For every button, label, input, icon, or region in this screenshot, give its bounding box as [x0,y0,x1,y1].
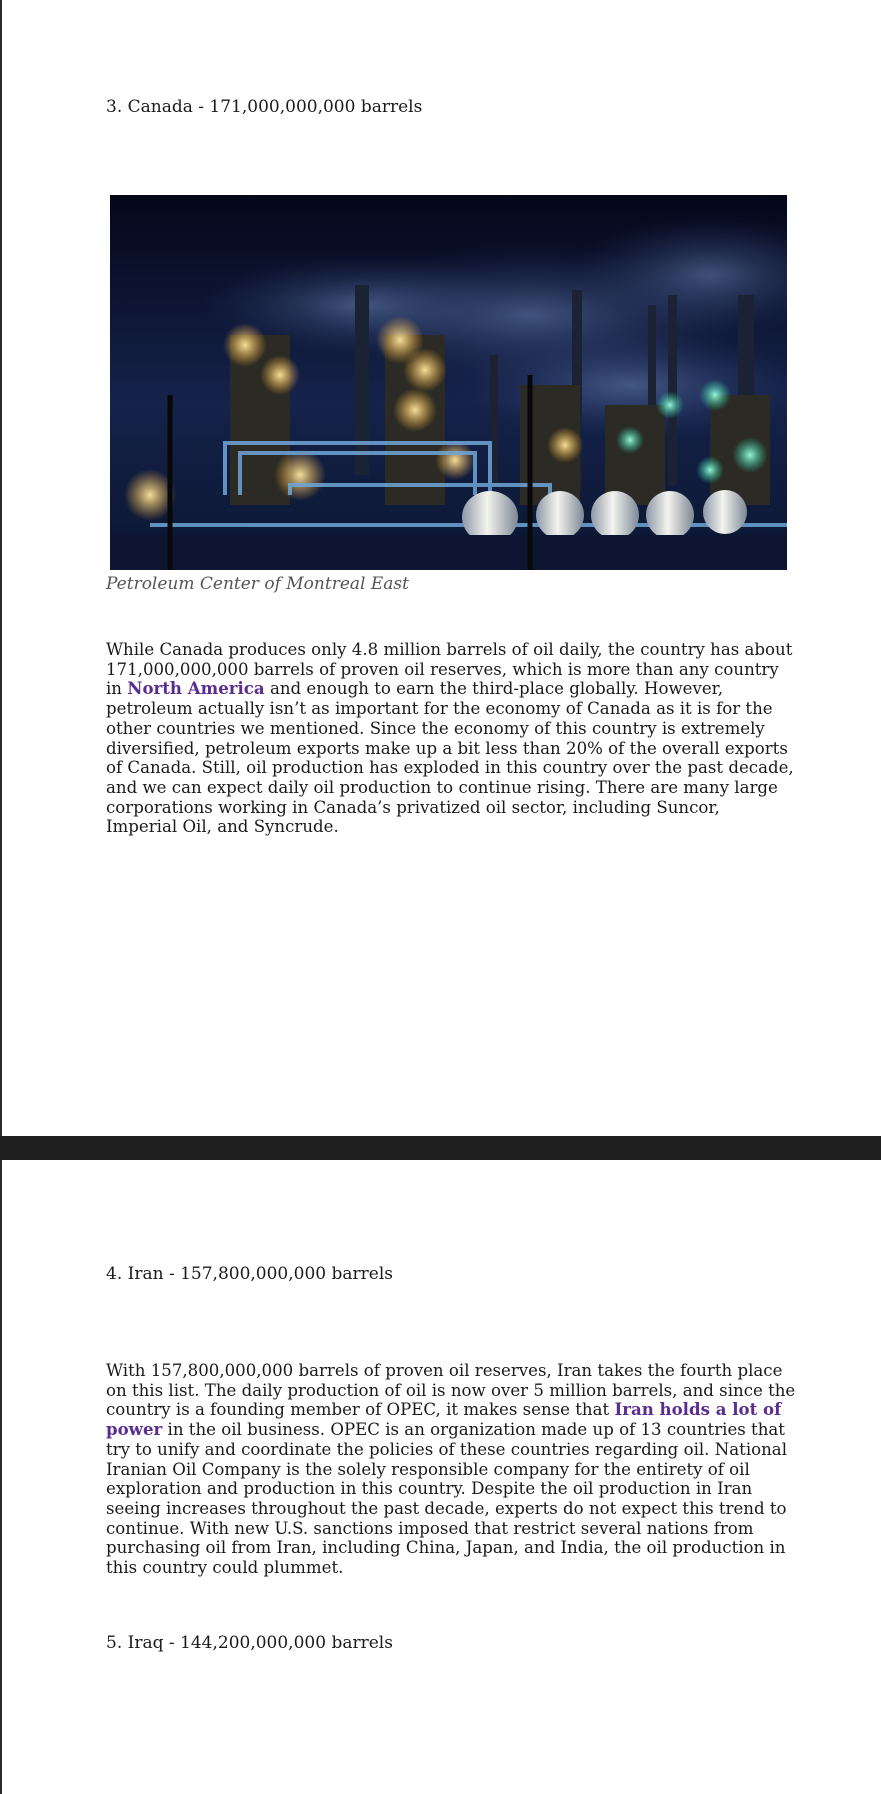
canada-paragraph [106,640,796,837]
north-america-link[interactable]: North America [127,678,265,699]
image-caption: Petroleum Center of Montreal East [106,574,409,594]
page-separator [0,1136,881,1160]
iran-paragraph [106,1361,796,1578]
paragraph-text: With 157,800,000,000 barrels of proven oil reserves, Iran takes the fourth place on this list. The daily production of oil is now over 5 million barrels, and since the country is a founding member of OPEC, it makes sense that [106,1361,796,1420]
refinery-night-photo [110,195,787,570]
refinery-illustration [110,195,787,570]
paragraph-text: While Canada produces only 4.8 million barrels of oil daily, the country has about 171,000,000,000 barrels of proven oil reserves, which is more than any country in [106,640,793,699]
section-heading-canada: 3. Canada - 171,000,000,000 barrels [106,97,423,117]
section-heading-iraq: 5. Iraq - 144,200,000,000 barrels [106,1633,393,1653]
document-page-2 [0,1160,881,1794]
paragraph-text: and enough to earn the third-place globally. However, petroleum actually isn’t as important for the economy of Canada as it is for the other countries we mentioned. Since the economy of this country is extremely diversified, petroleum exports make up a bit less than 20% of the overall exports of Canada. Still, oil production has exploded in this country over the past decade, and we can expect daily oil production to continue rising. There are many large corporations working in Canada’s privatized oil sector, including Suncor, Imperial Oil, and Syncrude. [106,679,794,837]
section-heading-iran: 4. Iran - 157,800,000,000 barrels [106,1264,393,1284]
iran-power-link[interactable]: Iran holds a lot of power [106,1399,782,1440]
paragraph-text: in the oil business. OPEC is an organization made up of 13 countries that try to unify and coordinate the policies of these countries regarding oil. National Iranian Oil Company is the solely responsible company for the entirety of oil exploration and production in this country. Despite the oil production in Iran seeing increases throughout the past decade, experts do not expect this trend to continue. With new U.S. sanctions imposed that restrict several nations from purchasing oil from Iran, including China, Japan, and India, the oil production in this country could plummet. [106,1420,788,1578]
